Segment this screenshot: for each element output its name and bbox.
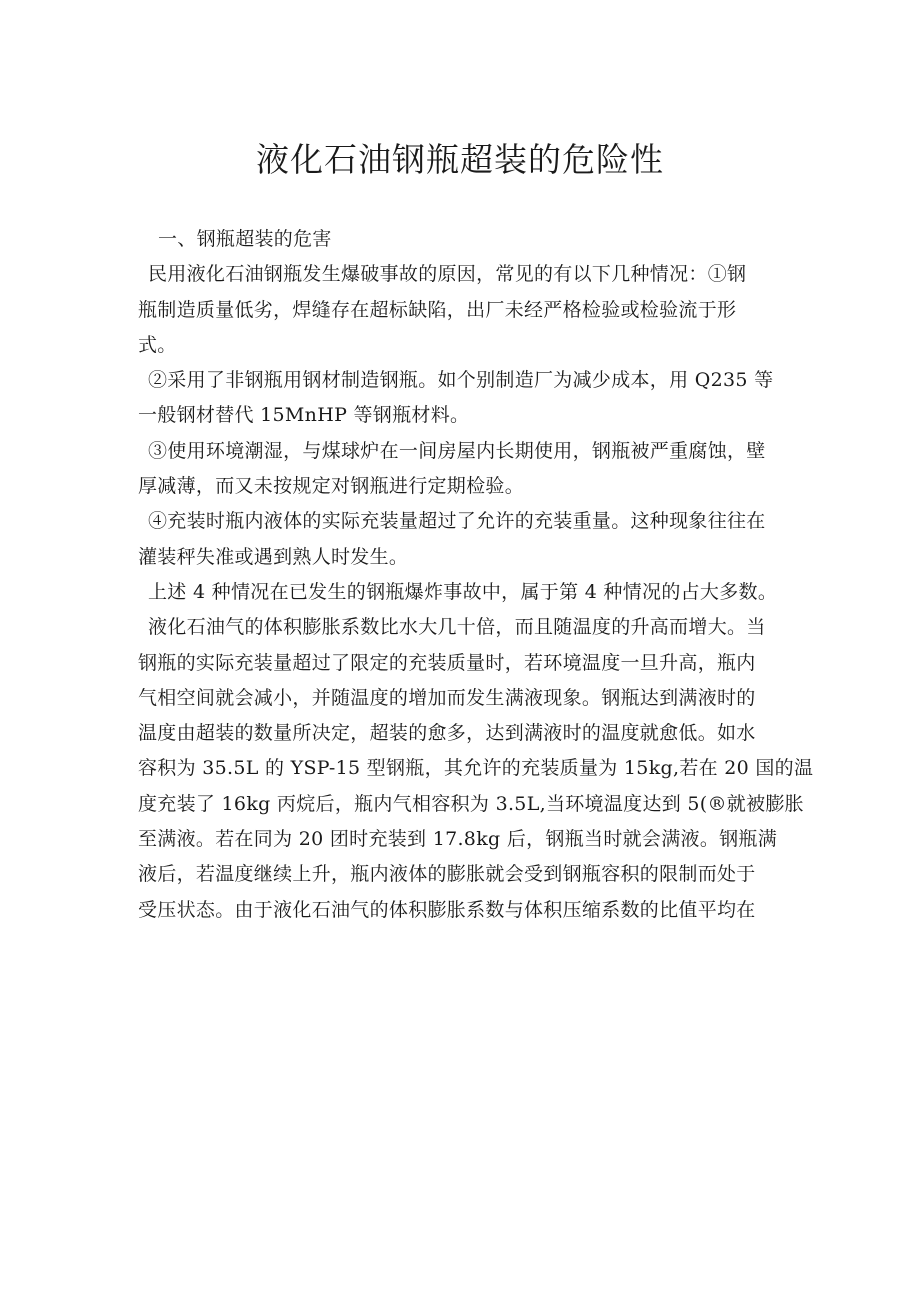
text-line: ④充装时瓶内液体的实际充装量超过了允许的充装重量。这种现象往往在 [148, 510, 766, 533]
text-line: 容积为 35.5L 的 YSP-15 型钢瓶，其允许的充装质量为 15kg,若在 20 国的温 [138, 757, 814, 780]
text-line: 气相空间就会减小，并随温度的增加而发生满液现象。钢瓶达到满液时的 [138, 686, 756, 709]
text-line: 至满液。若在同为 20 团时充装到 17.8kg 后，钢瓶当时就会满液。钢瓶满 [138, 828, 778, 851]
text-line: 钢瓶的实际充装量超过了限定的充装质量时，若环境温度一旦升高，瓶内 [138, 651, 756, 674]
section-heading: 一、钢瓶超装的危害 [158, 228, 332, 250]
text-line: 一般钢材替代 15MnHP 等钢瓶材料。 [138, 404, 470, 427]
document-title: 液化石油钢瓶超装的危险性 [256, 140, 664, 179]
text-line: 度充装了 16kg 丙烷后，瓶内气相容积为 3.5L,当环境温度达到 5(®就被膨胀 [138, 792, 804, 815]
text-line: 液后，若温度继续上升，瓶内液体的膨胀就会受到钢瓶容积的限制而处于 [138, 863, 756, 886]
document-body [138, 222, 814, 928]
text-line: 式。 [138, 333, 177, 356]
text-line: 上述 4 种情况在已发生的钢瓶爆炸事故中，属于第 4 种情况的占大多数。 [148, 580, 778, 603]
text-line: 灌装秤失准或遇到熟人时发生。 [138, 545, 409, 568]
text-line: 液化石油气的体积膨胀系数比水大几十倍，而且随温度的升高而增大。当 [148, 616, 766, 639]
text-line: ②采用了非钢瓶用钢材制造钢瓶。如个别制造厂为减少成本，用 Q235 等 [148, 369, 774, 392]
text-line: 民用液化石油钢瓶发生爆破事故的原因，常见的有以下几种情况：①钢 [148, 263, 747, 286]
text-line: ③使用环境潮湿，与煤球炉在一间房屋内长期使用，钢瓶被严重腐蚀，壁 [148, 439, 766, 462]
text-line: 受压状态。由于液化石油气的体积膨胀系数与体积压缩系数的比值平均在 [138, 898, 756, 921]
text-line: 温度由超装的数量所决定，超装的愈多，达到满液时的温度就愈低。如水 [138, 722, 756, 745]
text-line: 瓶制造质量低劣，焊缝存在超标缺陷，出厂未经严格检验或检验流于形 [138, 298, 737, 321]
text-line: 厚减薄，而又未按规定对钢瓶进行定期检验。 [138, 475, 525, 498]
